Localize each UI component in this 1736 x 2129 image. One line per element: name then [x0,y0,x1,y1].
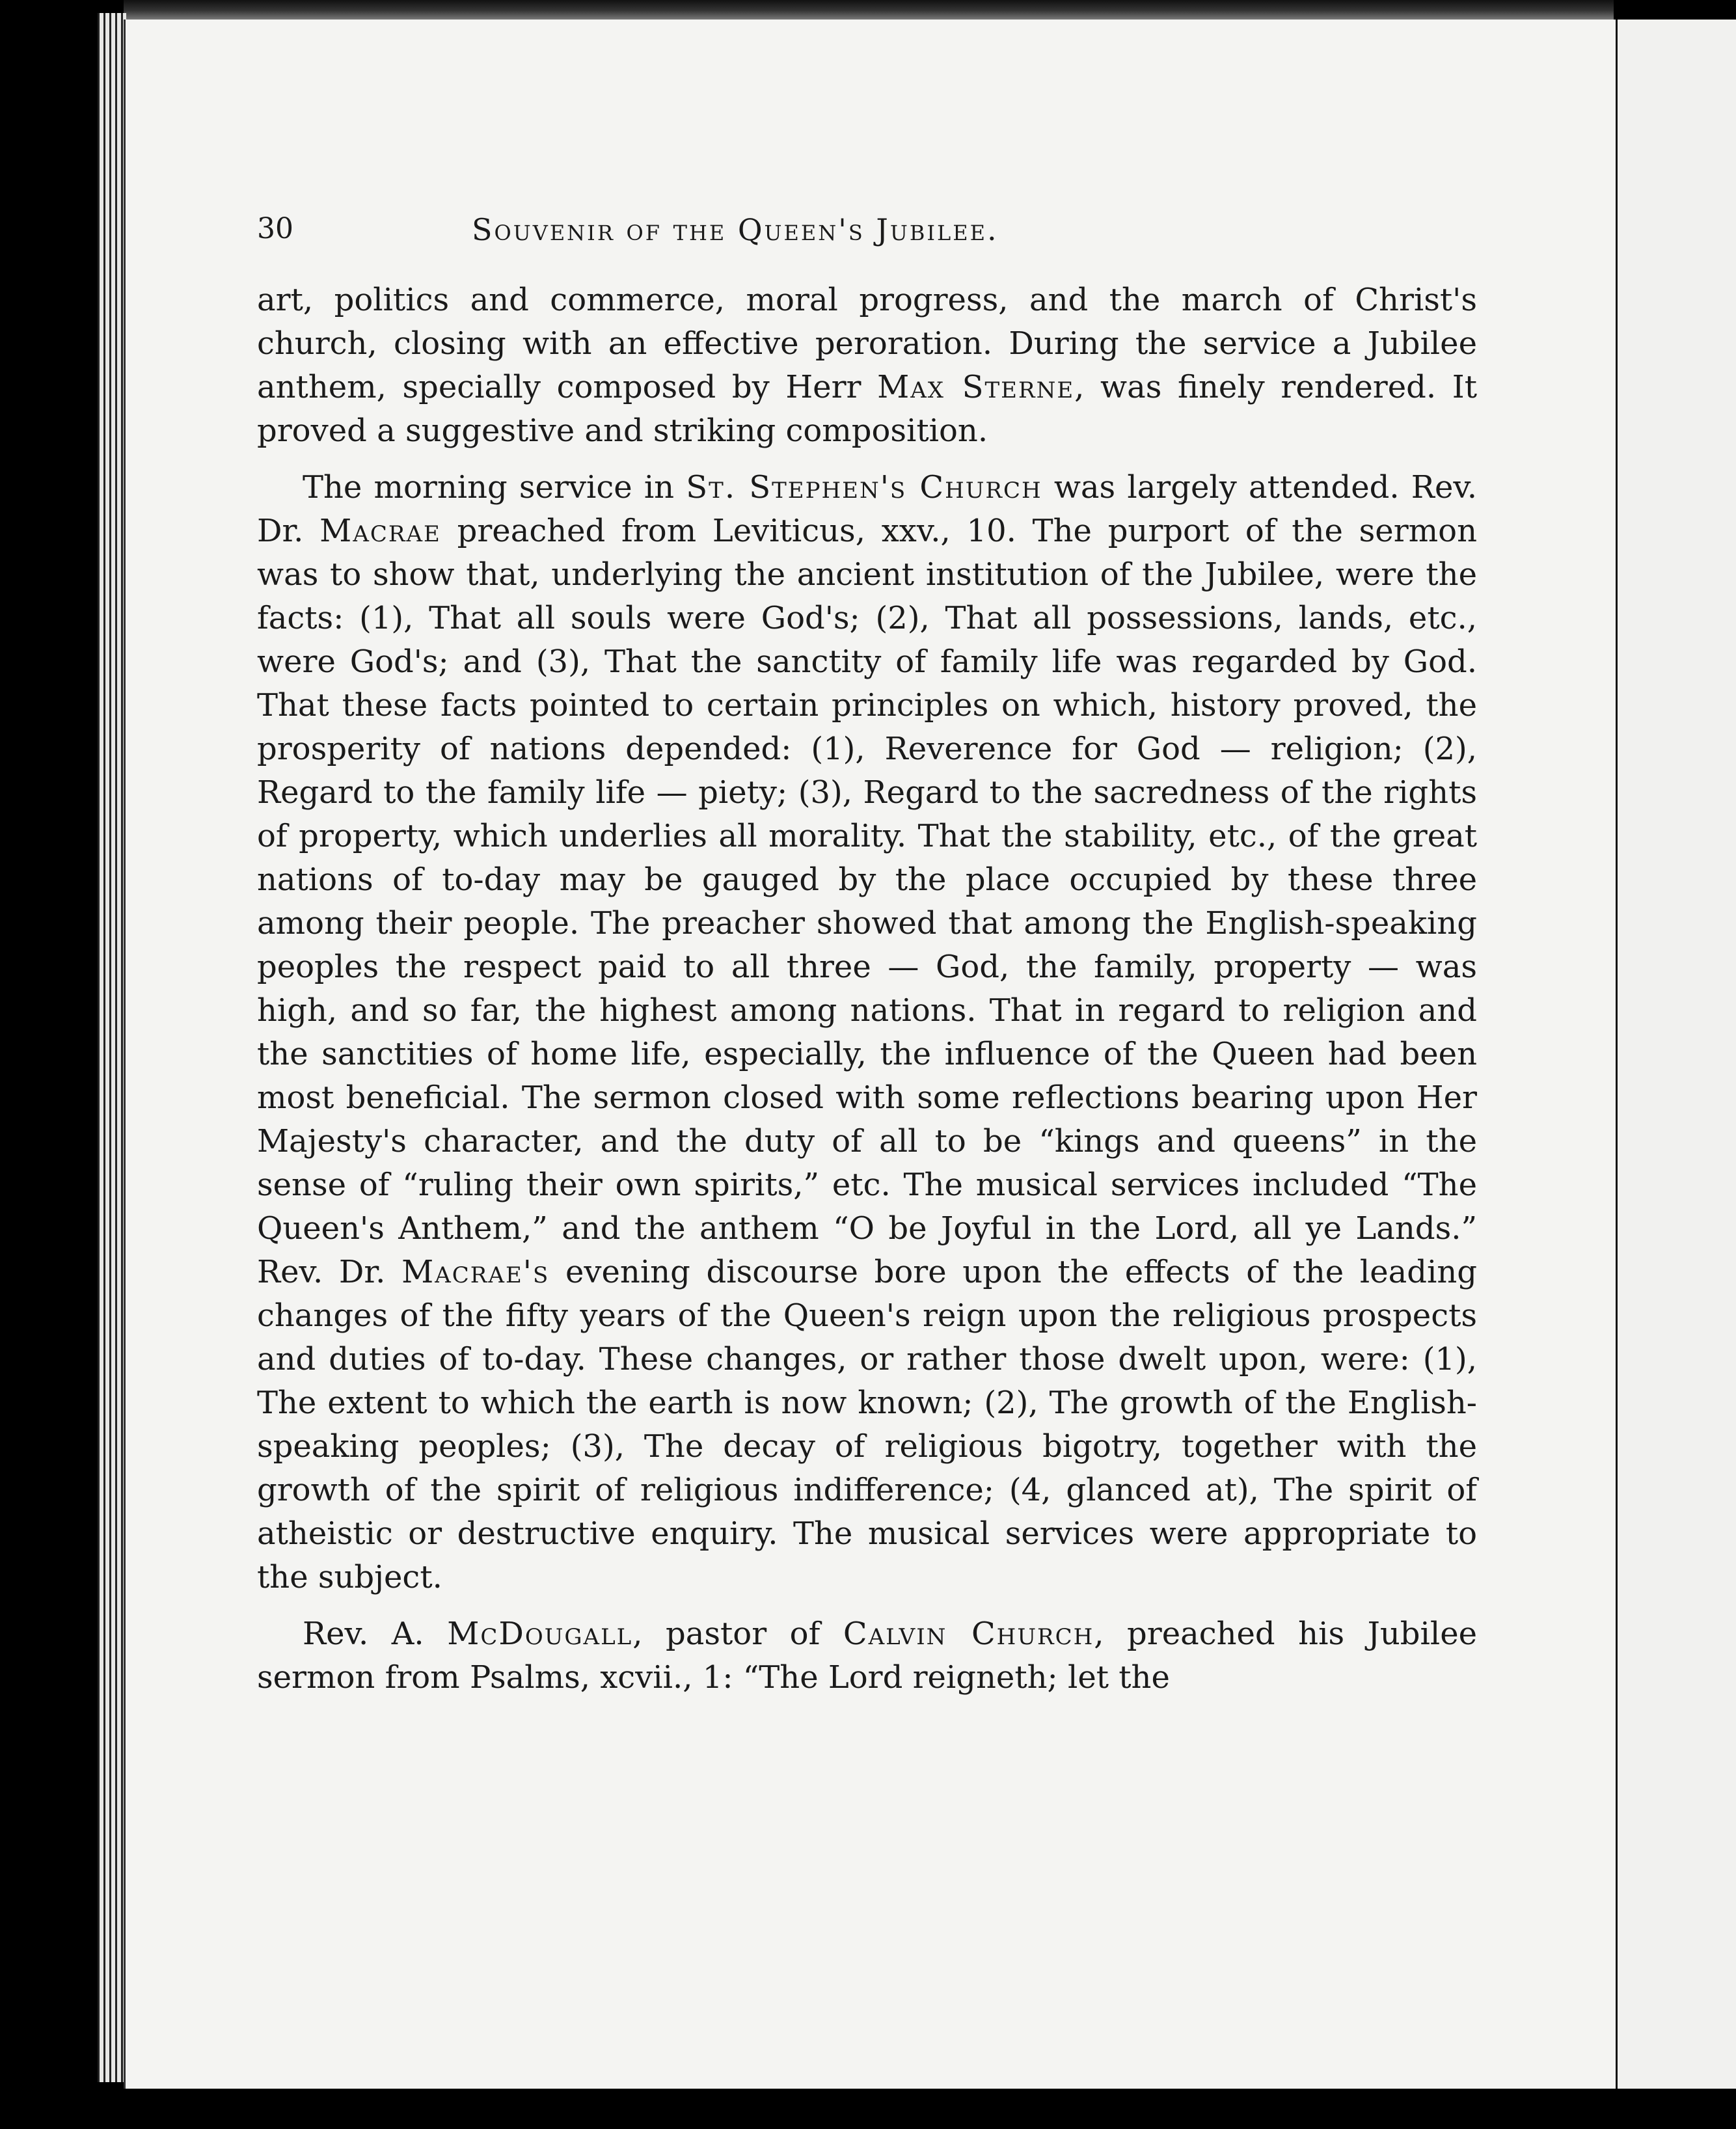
paragraph-1-end: , was finely rendered. It proved a suggestive and striking composition. [257,369,1477,449]
person-name: McDougall [447,1616,633,1652]
paragraph-1 [257,278,1477,453]
running-header [257,212,1467,258]
running-title: Souvenir of the Queen's Jubilee. [472,212,999,247]
paragraph-2-text-b: was largely attended. Rev. Dr. [257,469,1478,549]
scan-bottom-band [0,2089,1736,2129]
paragraph-2-text-a: The morning service in [303,469,675,506]
stacked-page-edges [98,13,126,2082]
paragraph-2-text-d: evening discourse bore upon the effects of the leading changes of the fifty years of the Queen's reign upon the religious prospects and duties of to-day. These changes, or rather those dwelt upon, were: (1), The extent to which the earth is now known; (2), The growth of the English-speaking peoples; (3), The decay of religious bigotry, together with the growth of the spirit of religious indifference; (4, glanced at), The spirit of atheistic or destructive enquiry. The musical services were appropriate to the subject. [257,1254,1478,1595]
facing-page-edge [1614,20,1736,2095]
person-name: Macrae's [401,1254,550,1290]
paragraph-3-text-a: Rev. A. [303,1616,424,1652]
body-text [257,278,1477,1713]
paragraph-1-text: art, politics and commerce, moral progress, and the march of Christ's church, closing with an effective peroration. During the service a Jubilee anthem, specially composed by Herr [257,282,1477,405]
paragraph-2 [257,466,1477,1599]
church-name: St. Stephen's Church [686,469,1042,506]
paragraph-2-text-c: preached from Leviticus, xxv., 10. The purport of the sermon was to show that, underlying the ancient institution of the Jubilee, were the facts: (1), That all souls were God's; (2), That all possessions, lands, etc., were God's; and (3), That the sanctity of family life was regarded by God. That these facts pointed to certain principles on which, history proved, the prosperity of nations depended: (1), Reverence for God — religion; (2), Regard to the family life — piety; (3), Regard to the sacredness of the rights of property, which underlies all morality. That the stability, etc., of the great nations of to-day may be gauged by the place occupied by these three among their people. The preacher showed that among the English-speaking peoples the respect paid to all three — God, the family, property — was high, and so far, the highest among nations. That in regard to religion and the sanctities of home life, especially, the influence of the Queen had been most beneficial. The sermon closed with some reflections bearing upon Her Majesty's character, and the duty of all to be “kings and queens” in the sense of “ruling their own spirits,” etc. The musical services included “The Queen's Anthem,” and the anthem “O be Joyful in the Lord, all ye Lands.” Rev. Dr. [257,513,1477,1290]
page-number: 30 [257,212,293,245]
paragraph-3 [257,1612,1477,1700]
church-name: Calvin Church [843,1616,1094,1652]
person-name: Macrae [319,513,441,549]
person-name: Max Sterne [877,369,1075,405]
paragraph-3-text-b: , pastor of [632,1616,821,1652]
paragraph-3-text-c: , preached his Jubilee sermon from Psalms, xcvii., 1: “The Lord reigneth; let the [257,1616,1477,1696]
